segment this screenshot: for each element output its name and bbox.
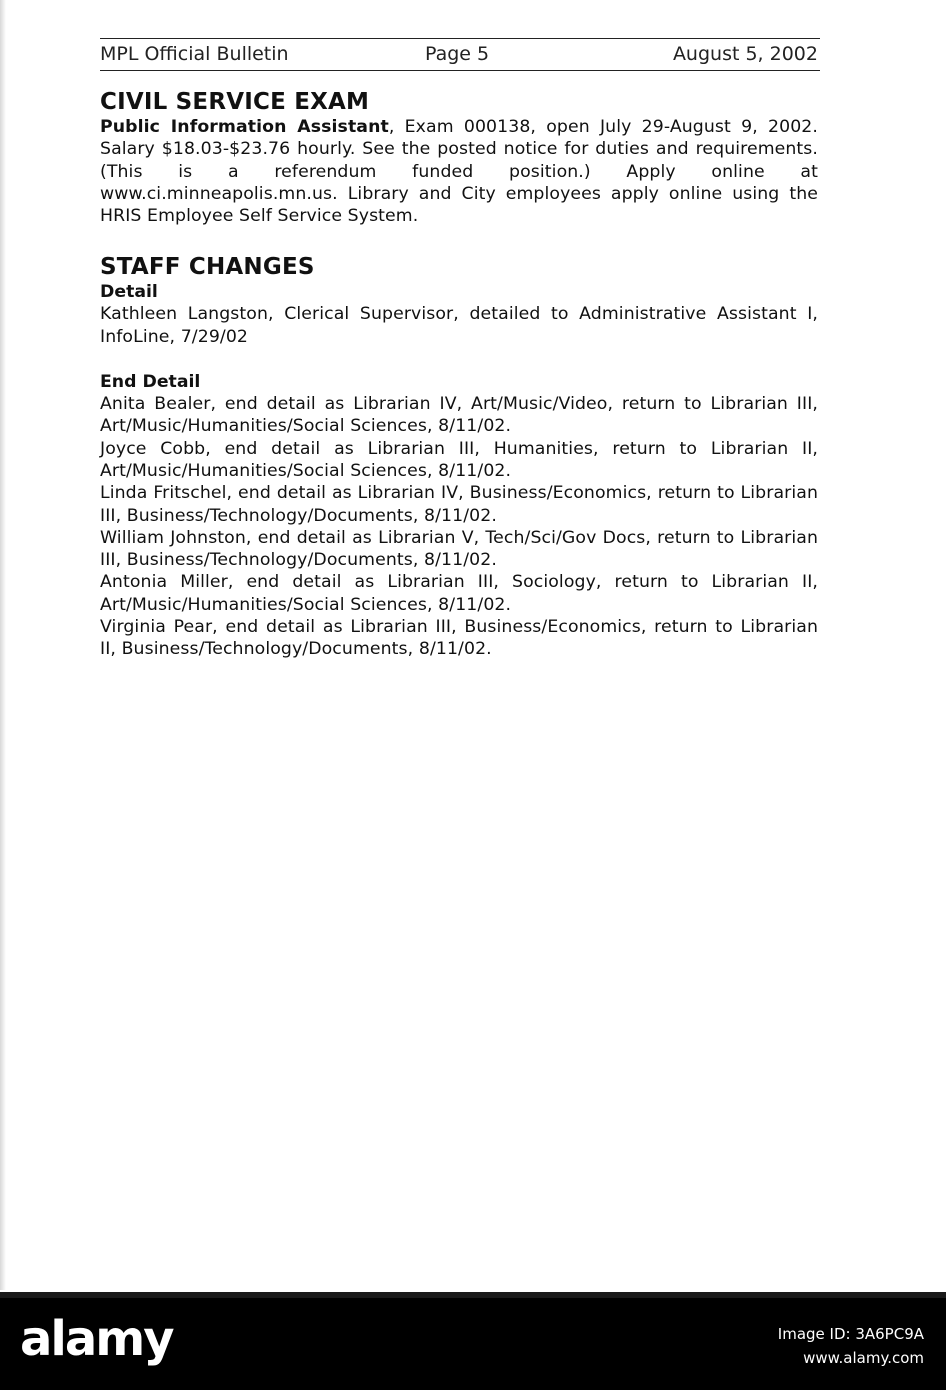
alamy-logo: alamy [20,1311,173,1367]
end-detail-entry: Virginia Pear, end detail as Librarian III, Business/Economics, return to Librarian II, Business/Technology/Documents, 8/11/02. [100,617,818,660]
exam-notice-body: , Exam 000138, open July 29-August 9, 2002. Salary $18.03-$23.76 hourly. See the posted notice for duties and requirements. (This is a referendum funded position.) Apply online at www.ci.minneapolis.mn.us. Library and City employees apply online using the HRIS Employee Self Service System. [100,117,818,227]
image-id: Image ID: 3A6PC9A [777,1325,924,1343]
site-url: www.alamy.com [803,1349,924,1367]
end-detail-entry: William Johnston, end detail as Librarian V, Tech/Sci/Gov Docs, return to Librarian III, Business/Technology/Documents, 8/11/02. [100,527,818,571]
detail-entry: Kathleen Langston, Clerical Supervisor, detailed to Administrative Assistant I, InfoLine, 7/29/02 [100,304,818,347]
bulletin-content [100,88,818,661]
detail-heading: Detail [100,282,158,303]
end-detail-entry: Anita Bealer, end detail as Librarian IV, Art/Music/Video, return to Librarian III, Art/Music/Humanities/Social Sciences, 8/11/02. [100,394,818,437]
exam-notice [100,116,818,227]
end-detail-entry: Antonia Miller, end detail as Librarian III, Sociology, return to Librarian II, Art/Music/Humanities/Social Sciences, 8/11/02. [100,572,818,615]
civil-service-section [100,88,818,227]
staff-changes-section [100,253,818,660]
end-detail-entry: Joyce Cobb, end detail as Librarian III, Humanities, return to Librarian II, Art/Music/Humanities/Social Sciences, 8/11/02. [100,438,818,481]
publication-name: MPL Official Bulletin [100,43,289,65]
staff-changes-title: STAFF CHANGES [100,254,315,281]
watermark-banner [0,1292,946,1390]
page-header [100,38,820,71]
end-detail-heading: End Detail [100,372,201,393]
page-number: Page 5 [425,43,490,65]
scan-border [0,1292,946,1298]
scan-edge-shadow [0,0,6,1290]
civil-service-title: CIVIL SERVICE EXAM [100,89,370,115]
issue-date: August 5, 2002 [672,43,818,65]
exam-position: Public Information Assistant [100,117,389,137]
end-detail-entry: Linda Fritschel, end detail as Librarian IV, Business/Economics, return to Librarian III, Business/Technology/Documents, 8/11/02. [100,483,818,526]
